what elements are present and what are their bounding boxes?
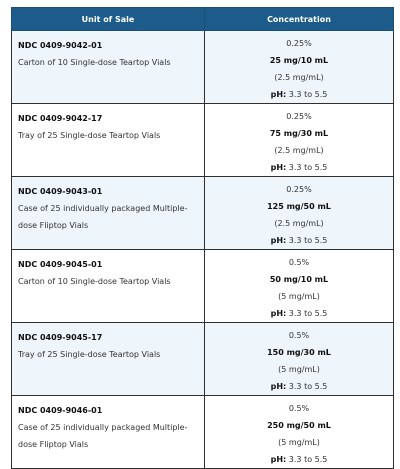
per-ml-strength: (5 mg/mL) [278,292,320,301]
ph-range [205,159,393,176]
concentration-cell [205,31,394,104]
ph-range [205,451,393,468]
ph-range [205,305,393,322]
percent-concentration: 0.5% [288,404,310,413]
ndc-code: NDC 0409-9042-17 [18,114,103,123]
unit-of-sale-cell [12,177,205,250]
concentration-cell [205,250,394,323]
percent-concentration: 0.5% [288,258,310,267]
table-row [12,250,394,323]
package-description: Carton of 10 Single-dose Teartop Vials [18,58,171,67]
table-row [12,31,394,104]
ph-value: 3.3 to 5.5 [288,382,328,391]
concentration-cell [205,396,394,469]
unit-of-sale-cell [12,31,205,104]
ph-value: 3.3 to 5.5 [288,309,328,318]
package-description: Tray of 25 Single-dose Teartop Vials [18,350,161,359]
ph-value: 3.3 to 5.5 [288,455,328,464]
percent-concentration: 0.25% [286,185,312,194]
ph-label: pH: [270,163,287,172]
ndc-code: NDC 0409-9043-01 [18,187,103,196]
concentration-cell [205,323,394,396]
unit-of-sale-cell [12,104,205,177]
total-strength: 75 mg/30 mL [269,129,329,138]
per-ml-strength: (5 mg/mL) [278,438,320,447]
total-strength: 50 mg/10 mL [269,275,329,284]
per-ml-strength: (2.5 mg/mL) [274,73,324,82]
concentration-header: Concentration [205,8,394,31]
total-strength: 150 mg/30 mL [267,348,331,357]
ndc-code: NDC 0409-9045-01 [18,260,103,269]
ph-value: 3.3 to 5.5 [288,90,328,99]
percent-concentration: 0.5% [288,331,310,340]
package-description: Case of 25 individually packaged Multiple-dose Fliptop Vials [18,204,188,230]
ph-value: 3.3 to 5.5 [288,163,328,172]
ndc-code: NDC 0409-9042-01 [18,41,103,50]
unit-of-sale-cell [12,323,205,396]
per-ml-strength: (2.5 mg/mL) [274,146,324,155]
package-description: Carton of 10 Single-dose Teartop Vials [18,277,171,286]
per-ml-strength: (5 mg/mL) [278,365,320,374]
total-strength: 250 mg/50 mL [267,421,331,430]
percent-concentration: 0.25% [286,112,312,121]
concentration-cell [205,177,394,250]
ph-range [205,86,393,103]
ndc-code: NDC 0409-9045-17 [18,333,103,342]
ph-range [205,232,393,249]
ph-label: pH: [270,236,287,245]
ph-label: pH: [270,455,287,464]
ndc-code: NDC 0409-9046-01 [18,406,103,415]
concentration-cell [205,104,394,177]
per-ml-strength: (2.5 mg/mL) [274,219,324,228]
total-strength: 125 mg/50 mL [267,202,331,211]
table-row [12,396,394,469]
unit-of-sale-cell [12,250,205,323]
ph-label: pH: [270,382,287,391]
unit-of-sale-header: Unit of Sale [12,8,205,31]
table-row [12,104,394,177]
product-table-container [11,7,391,464]
unit-of-sale-cell [12,396,205,469]
table-row [12,177,394,250]
total-strength: 25 mg/10 mL [269,56,329,65]
ph-range [205,378,393,395]
ph-value: 3.3 to 5.5 [288,236,328,245]
ph-label: pH: [270,90,287,99]
package-description: Case of 25 individually packaged Multiple-dose Fliptop Vials [18,423,188,449]
percent-concentration: 0.25% [286,39,312,48]
package-description: Tray of 25 Single-dose Teartop Vials [18,131,161,140]
table-header-row [12,8,394,31]
product-table [11,7,394,469]
ph-label: pH: [270,309,287,318]
table-row [12,323,394,396]
